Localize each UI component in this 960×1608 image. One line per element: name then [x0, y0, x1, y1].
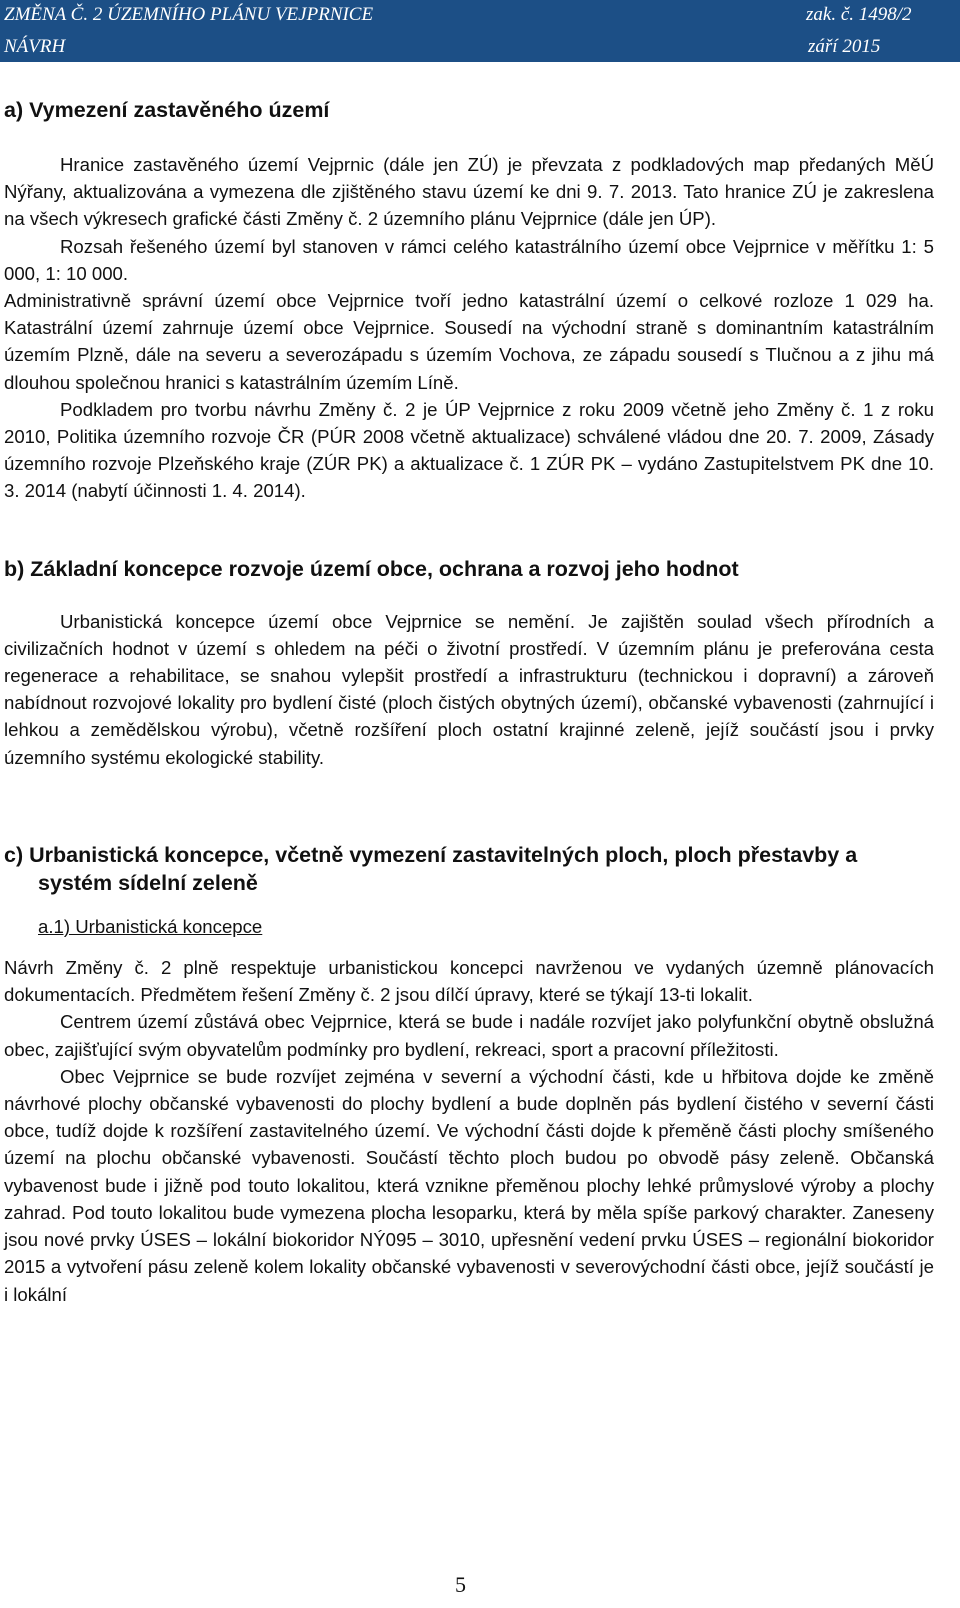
section-a-paragraph: Administrativně správní území obce Vejprnice tvoří jedno katastrální území o celkové rozloze 1 029 ha. Katastrální území zahrnuje území obce Vejprnice. Sousedí na východní straně s dominantním katastrálním územím Plzně, dále na severu a severozápadu s územím Vochova, ze západu sousedí s Tlučnou a z jihu má dlouhou společnou hranici s katastrálním územím Líně. [4, 290, 934, 393]
page-header [0, 0, 960, 62]
section-a-paragraph: Rozsah řešeného území byl stanoven v rámci celého katastrálního území obce Vejprnice v měřítku 1: 5 000, 1: 10 000. [4, 235, 934, 284]
header-document-status: NÁVRH [4, 36, 66, 57]
section-a-paragraph: Podkladem pro tvorbu návrhu Změny č. 2 je ÚP Vejprnice z roku 2009 včetně jeho Změny č. 1 z roku 2010, Politika územního rozvoje ČR (PÚR 2008 včetně aktualizace) schválené vládou dne 20. 7. 2009, Zásady územního rozvoje Plzeňského kraje (ZÚR PK) a aktualizace č. 1 ZÚR PK – vydáno Zastupitelstvem PK dne 10. 3. 2014 (nabytí účinnosti 1. 4. 2014). [4, 398, 934, 502]
header-document-title: ZMĚNA Č. 2 ÚZEMNÍHO PLÁNU VEJPRNICE [4, 4, 374, 25]
header-contract-number: zak. č. 1498/2 [806, 4, 912, 25]
section-c-subheading: a.1) Urbanistická koncepce [38, 915, 263, 937]
section-b-text [4, 608, 934, 771]
document-body [4, 62, 934, 1308]
section-c-heading: c) Urbanistická koncepce, včetně vymezení zastavitelných ploch, ploch přestavby a systém sídelní zeleně [4, 842, 858, 895]
section-c-paragraph: Obec Vejprnice se bude rozvíjet zejména v severní a východní části, kde u hřbitova dojde ke změně návrhové plochy občanské vybavenosti do plochy bydlení a bude doplněn pás bydlení čistého v severní části obce, tudíž dojde k rozšíření zastavitelného území. Ve východní části dojde k přeměně části plochy smíšeného území na plochu občanské vybavenosti. Součástí těchto ploch budou po obvodě pásy zeleně. Občanská vybavenost bude i jižně pod touto lokalitou, která vznikne přeměnou plochy lehké průmyslové výroby a plochy zahrad. Pod touto lokalitou bude vymezena plocha lesoparku, která by měla spíše parkový charakter. Zaneseny jsou nové prvky ÚSES – lokální biokoridor NÝ095 – 3010, upřesnění vedení prvku ÚSES – regionální biokoridor 2015 a vytvoření pásu zeleně kolem lokality občanské vybavenosti v severovýchodní části obce, jejíž součástí je i lokální [4, 1065, 934, 1305]
section-b-paragraph: Urbanistická koncepce území obce Vejprnice se nemění. Je zajištěn soulad všech přírodních a civilizačních hodnot v území s ohledem na péči o životní prostředí. V územním plánu je preferována cesta regenerace a rehabilitace, se snahou vylepšit prostředí a infrastrukturu (technickou i dopravní) a zároveň nabídnout rozvojové lokality pro bydlení čisté (ploch čistých obytných území), občanské vybavenosti (zahrnující i lehkou a zemědělskou výrobu), včetně rozšíření ploch ostatní krajinné zeleně, jejíž součástí jsou i prvky územního systému ekologické stability. [4, 610, 934, 768]
section-c-paragraph: Návrh Změny č. 2 plně respektuje urbanistickou koncepci navrženou ve vydaných územně plánovacích dokumentacích. Předmětem řešení Změny č. 2 jsou dílčí úpravy, které se týkají 13-ti lokalit. [4, 957, 934, 1006]
section-b-heading: b) Základní koncepce rozvoje území obce, ochrana a rozvoj jeho hodnot [4, 556, 739, 581]
header-date: září 2015 [808, 36, 881, 57]
page-number: 5 [455, 1572, 466, 1597]
section-a-text [4, 151, 934, 505]
section-a-heading: a) Vymezení zastavěného území [4, 98, 330, 122]
section-c-text [4, 913, 934, 1308]
section-c-paragraph: Centrem území zůstává obec Vejprnice, která se bude i nadále rozvíjet jako polyfunkční obytně obslužná obec, zajišťující svým obyvatelům podmínky pro bydlení, rekreaci, sport a pracovní příležitosti. [4, 1011, 934, 1060]
section-a-paragraph: Hranice zastavěného území Vejprnic (dále jen ZÚ) je převzata z podkladových map předaných MěÚ Nýřany, aktualizována a vymezena dle zjištěného stavu území ke dni 9. 7. 2013. Tato hranice ZÚ je zakreslena na všech výkresech grafické části Změny č. 2 územního plánu Vejprnice (dále jen ÚP). [4, 154, 934, 230]
